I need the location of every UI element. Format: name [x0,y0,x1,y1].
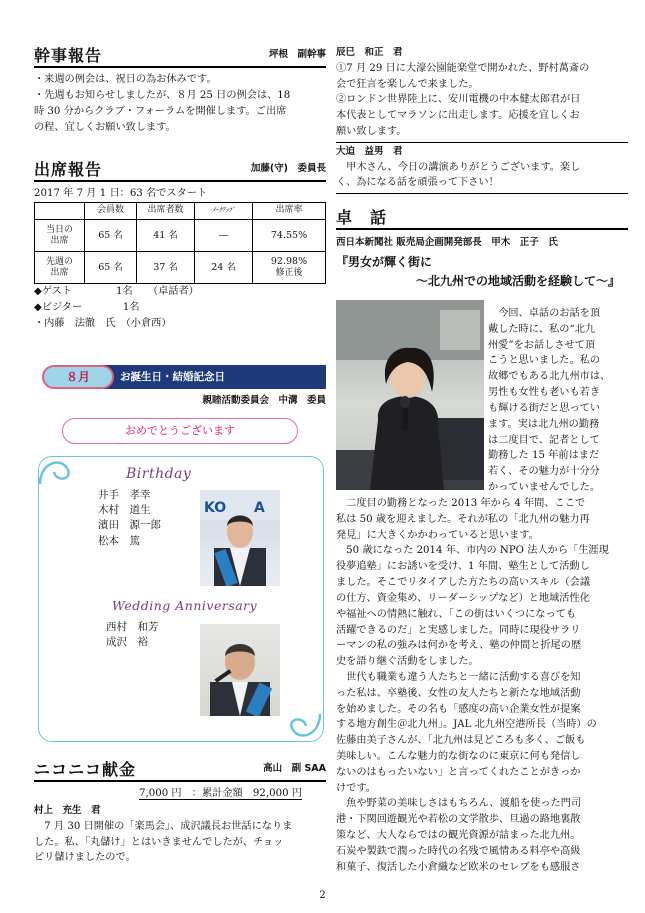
speaker-photo [336,300,484,490]
table-cell-attended: 37 名 [137,252,195,284]
talk-line: 私は 50 歳を迎えました。それが私の「北九州の魅力再 [336,513,590,525]
talk-line: 和菓子、復活した小倉織など欧米のセレブをも感服さ [336,861,581,873]
talk-theme-line2: ～北九州での地域活動を経験して～』 [415,273,620,288]
donation-line: した。私、「丸儲け」とはいきませんでしたが、チョッ [34,836,284,848]
smile-donation-title: ニコニコ献金 [34,760,137,779]
svg-text:KO: KO [204,500,227,516]
table-header-cell: 出席率 [253,203,326,220]
talk-line: 魚や野菜の美味しさはもちろん、渡船を使った門司 [336,798,582,810]
attendance-start-line: 2017 年 7 月 1 日：63 名でスタート [34,188,208,200]
attendance-header [34,160,326,182]
page-number: 2 [319,890,326,901]
donation-line: 甲木さん、今日の講演ありがとうございます。楽し [336,161,581,173]
table-cell-rate [253,252,326,284]
birthday-banner [34,364,326,390]
talk-line: った私は、卒塾後、女性の友人たちと新たな地域活動 [336,687,581,699]
visitor-line: ◆ビジター 1名 [34,301,140,313]
kanji-report-line: ・来週の例会は、祝日の為お休みです。 [34,74,217,86]
visitor-name: ・内藤 法徹 氏 （小倉西） [34,317,172,329]
list-item: 木村 道生 [98,504,151,517]
talk-line: ーマンの私の強みは何かを考え、塾の仲間と折尾の歴 [336,640,582,652]
talk-line: ました。そこでリタイアした方たちの高いスキル（会議 [336,577,591,589]
rate-note: 修正後 [275,267,303,278]
attendance-author: 加藤(守) 委員長 [250,163,326,175]
table-header-row [35,203,326,220]
donation-line: ピリ儲けましたので。 [34,852,136,864]
talk-line: 佐藤由美子さんが、「北九州は見どころも多く、ご飯も [336,735,586,747]
birthday-committee: 親睦活動委員会 中溝 委員 [202,395,326,406]
talk-line: 50 歳になった 2014 年、市内の NPO 法人から「生涯現 [336,545,609,557]
kanji-report-line: の程、宜しくお願い致します。 [34,121,176,133]
kanji-report-line: ・先週もお知らせしましたが、８月 25 日の例会は、18 [34,90,291,101]
talk-line: する地方創生＠北九州」。JAL 北九州空港所長（当時）の [336,719,597,731]
donor-name: 村上 充生 君 [34,805,101,816]
kanji-report-title: 幹事報告 [34,46,103,65]
talk-line: 戴した時に、私の“北九 [488,323,596,335]
donation-amount: 7,000 円 ：累計金額 92,000 円 [139,788,302,800]
donation-amount-line [34,786,326,802]
table-header-cell: ﾒｰｸｱｯﾌﾟ [195,203,253,220]
kanji-report-body [34,72,326,135]
list-item: 濱田 源一郎 [98,519,161,532]
donor-name: 大迫 益男 君 [336,145,403,157]
anniversary-heading: Wedding Anniversary [112,598,258,613]
donations-continued [336,44,628,194]
table-header-cell: 会員数 [85,203,137,220]
attendance-table [34,202,326,284]
table-row [35,220,326,252]
talk-line: こうと思いました。私の [488,355,601,367]
talk-line: 策など、大人ならではの観光資源が詰まった北九州。 [336,830,581,842]
talk-line: けです。 [336,782,376,794]
donation-line: ②ロンドン世界陸上に、安川電機の中本健太郎君が日 [336,94,581,106]
table-cell-members: 65 名 [85,220,137,252]
table-row-label: 先週の 出席 [35,252,85,284]
talk-line: 史を語り継ぐ活動をしました。 [336,656,479,668]
attendance-section [34,160,326,331]
table-cell-attended: 41 名 [137,220,195,252]
table-header-cell [35,203,85,220]
kanji-report-header [34,46,326,68]
ornament-swirl-icon [34,450,74,490]
table-header-cell: 出席者数 [137,203,195,220]
talk-line: ます。実は北九州の勤務 [488,418,600,430]
table-row [35,252,326,284]
guest-line: ◆ゲスト 1名 （卓話者） [34,286,199,297]
kanji-report-author: 坪根 副幹事 [268,49,326,61]
donation-line: 7 月 30 日開催の「楽馬会」、成沢議長お世話になりま [34,820,293,832]
birthday-banner-bar: お誕生日・結婚記念日 [90,365,326,389]
talk-line: 石炭や製鉄で潤った時代の名残で風情ある料亭や高級 [336,845,581,857]
talk-header [336,208,628,230]
list-item: 西村 和芳 [106,621,159,633]
donor-name: 辰巳 和正 君 [336,47,403,58]
talk-line: 故郷でもある北九州市は、 [488,371,611,383]
talk-line: ないのはもったいない」と言ってくれたことがきっか [336,766,581,778]
talk-line: かっていませんでした。 [488,481,601,493]
talk-line: 美味しい。こんな魅力的な街なのに東京に何も発信し [336,751,581,762]
talk-title: 卓 話 [336,208,388,227]
talk-line: の仕方、資金集め、リーダーシップなど）と地域活性化 [336,592,590,604]
donor2-message [336,160,628,195]
talk-line: 若く、その魅力が十分分 [488,466,600,478]
anniversary-member-photo [200,624,280,716]
talk-line: 勤務した 15 年前はまだ [488,450,600,462]
talk-line: も輝ける街だと思ってい [488,402,601,414]
donor1-message [336,61,628,143]
talk-body [336,496,628,876]
talk-theme-line1: 『男女が輝く街に [336,254,433,269]
donation-line: ①7 月 29 日に大濠公園能楽堂で開かれた、野村萬斎の [336,62,590,74]
list-item: 成沢 裕 [106,636,148,649]
talk-line: 港・下関回遊観光や若松の文学散歩、旦過の路地裏散 [336,814,581,826]
talk-line: 二度目の勤務となった 2013 年から 4 年間、ここで [336,498,586,509]
birthday-member-photo [200,490,280,586]
talk-line: は二度目で、記者として [488,434,600,446]
attendance-title: 出席報告 [34,160,103,179]
talk-wrap-text [488,306,628,496]
talk-line: 州愛”をお話しさせて頂 [488,339,596,351]
donation-line: 会で狂言を楽しんで来ました。 [336,78,479,90]
smile-donation-author: 高山 副 SAA [263,763,326,775]
table-cell-makeup: ― [195,220,253,252]
table-row-label: 当日の 出席 [35,220,85,252]
rate-value: 92.98% [270,256,308,268]
talk-line: 活躍できるのだ」と実感しました。同時に現役サラリ [336,624,581,636]
congrats-banner: おめでとうございます [62,418,298,444]
talk-line: 発見」に大きくかかわっていると思います。 [336,529,539,541]
talk-line: 今回、卓話のお話を頂 [498,308,601,319]
list-item: 松本 篤 [98,534,140,547]
svg-text:A: A [254,500,265,516]
smile-donation-header [34,760,326,782]
talk-speaker: 西日本新聞社 販売局企画開発部長 甲木 正子 氏 [336,237,558,249]
talk-section [336,208,628,290]
ornament-swirl-icon [286,708,326,748]
kanji-report-line: 時 30 分からクラブ・フォーラムを開催します。ご出席 [34,105,287,117]
donation-line: く、為になる話を頑張って下さい！ [336,177,499,189]
talk-line: や福祉への情熱に触れ、「この街はいくつになっても [336,608,577,620]
talk-line: を始めました。その名も「感度の高い企業女性が提案 [336,703,581,715]
donation-line: 願い致します。 [336,125,407,137]
birthday-name-list [98,488,161,549]
anniversary-name-list [106,620,159,650]
smile-donation-section [34,760,326,866]
talk-line: 世代も職業も違う人たちと一緒に活動する喜びを知 [336,671,581,683]
table-cell-rate: 74.55% [253,220,326,252]
month-badge: ８月 [42,365,114,389]
list-item: 井手 孝幸 [98,489,151,501]
donation-line: 本代表としてマラソンに出走します。応援を宜しくお [336,110,580,122]
birthday-heading: Birthday [126,466,192,482]
table-cell-members: 65 名 [85,252,137,284]
kanji-report-section [34,46,326,135]
talk-line: 役夢追塾」にお誘いを受け、1 年間、塾生として活動し [336,561,590,573]
talk-line: 男性も女性も老いも若き [488,387,601,399]
table-cell-makeup: 24 名 [195,252,253,284]
